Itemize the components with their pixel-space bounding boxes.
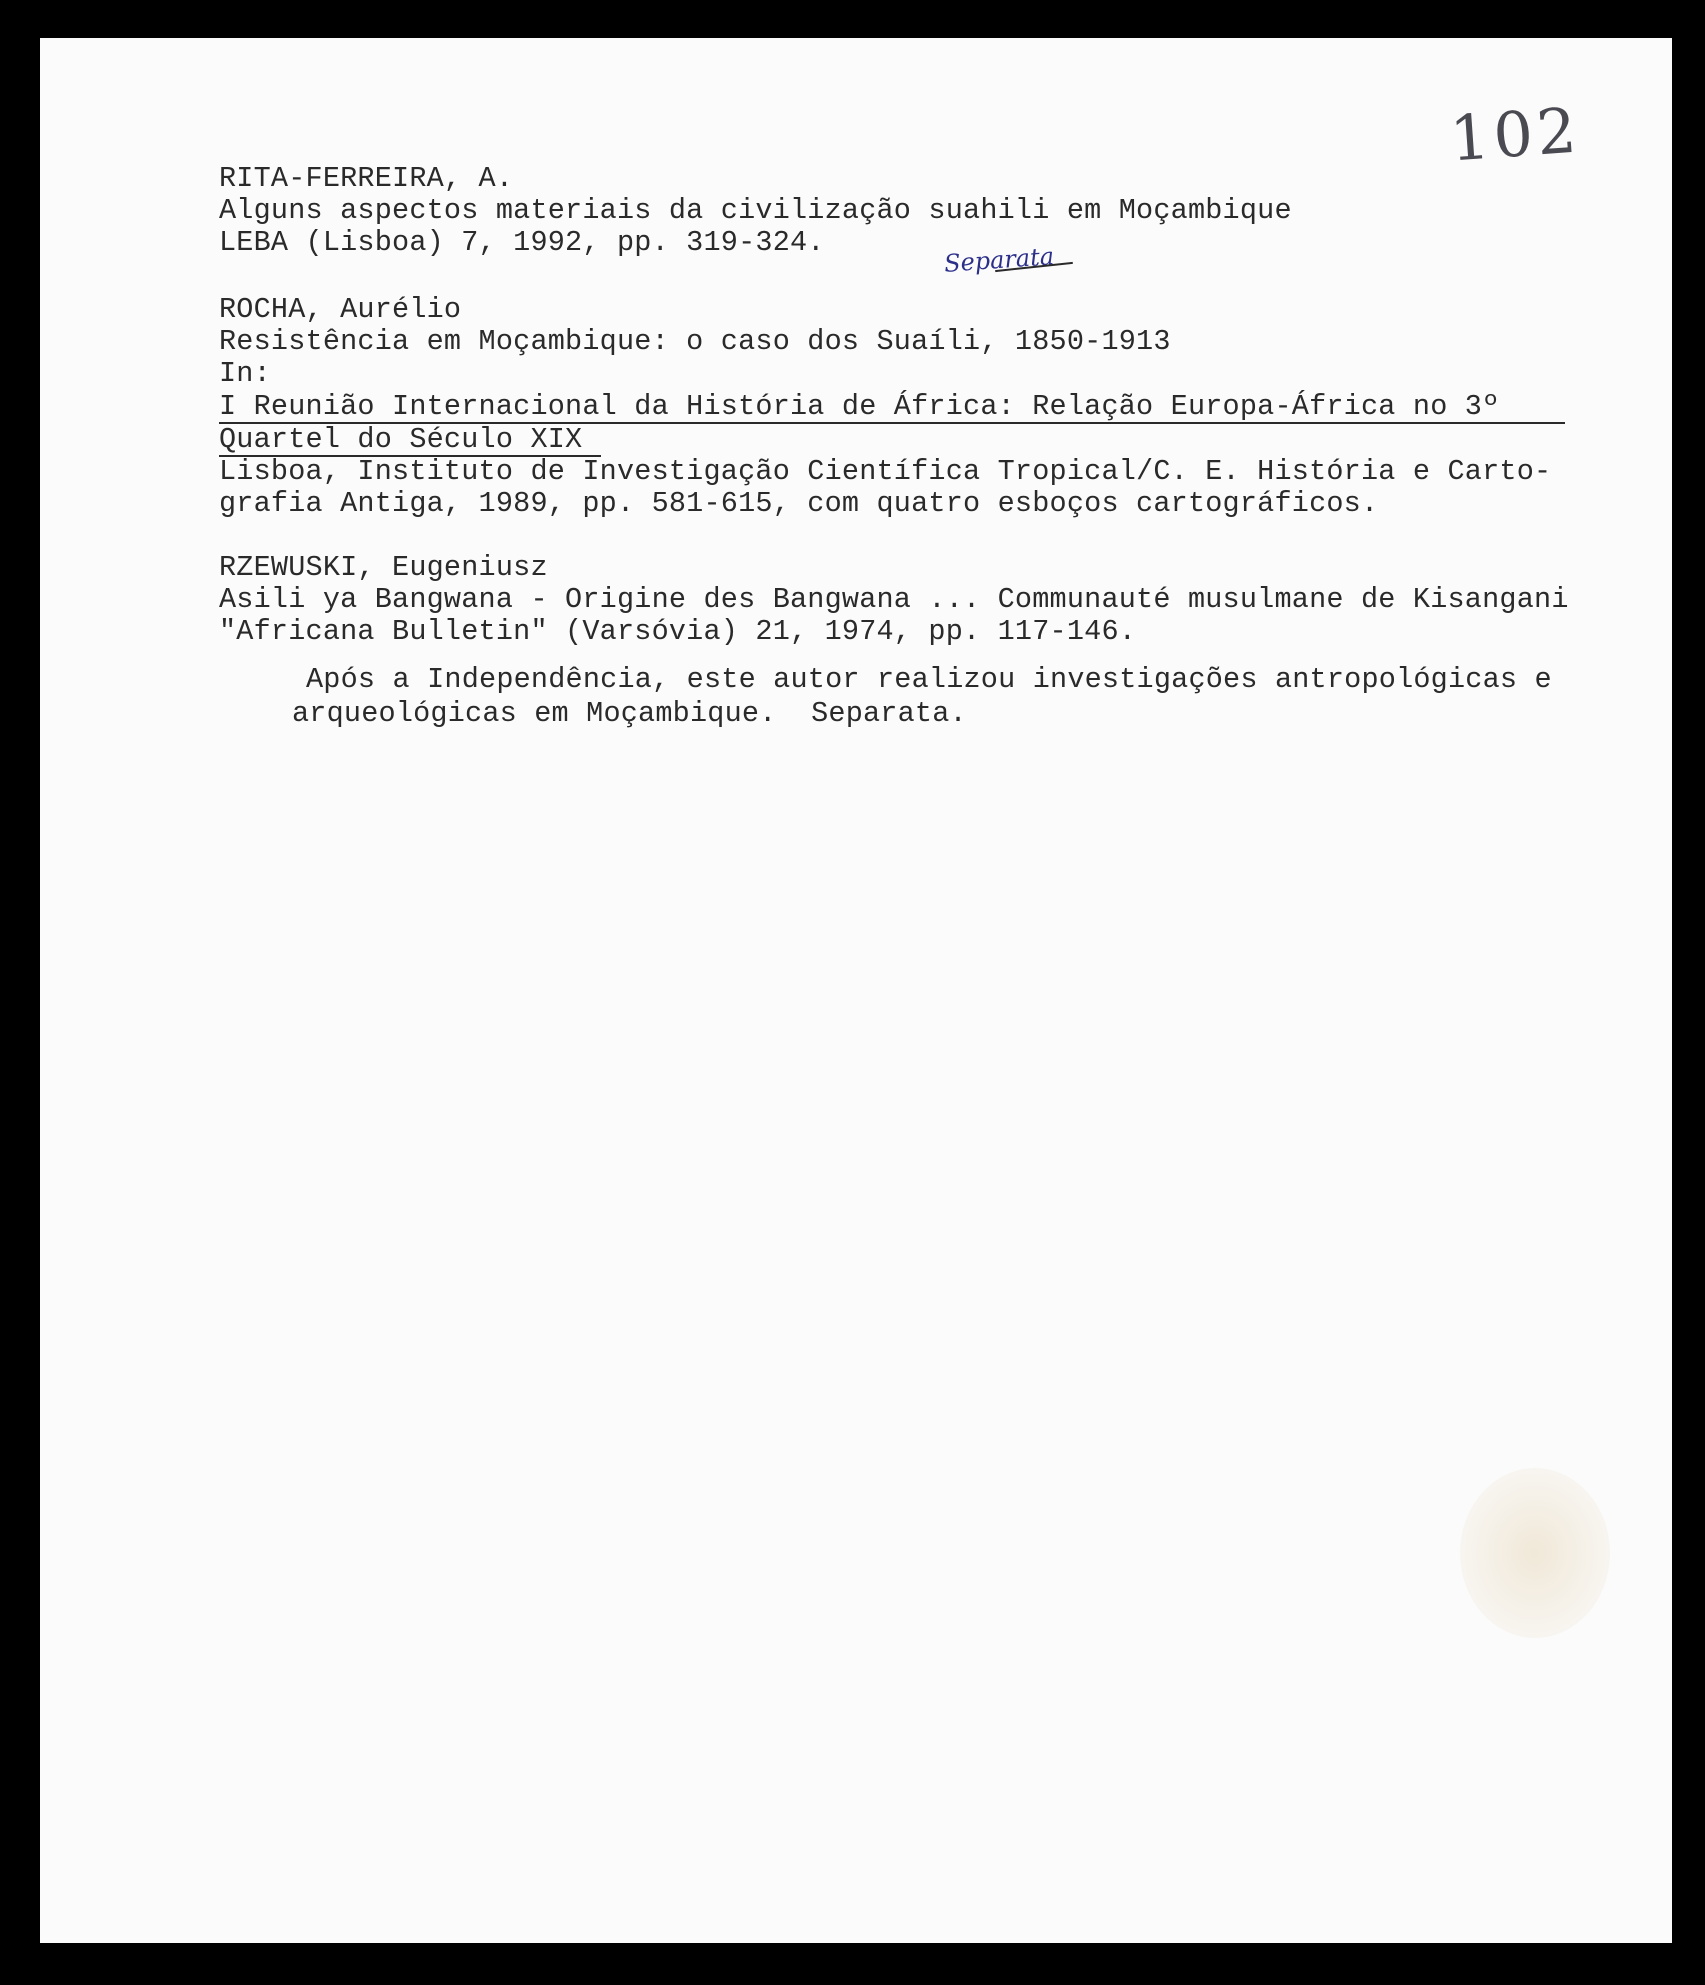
- entry-title: Alguns aspectos materiais da civilização suahili em Moçambique: [219, 194, 1292, 227]
- entry-title: Resistência em Moçambique: o caso dos Suaíli, 1850-1913: [219, 325, 1171, 358]
- entry-publication: "Africana Bulletin" (Varsóvia) 21, 1974, pp. 117-146.: [219, 615, 1137, 648]
- entry-title: Asili ya Bangwana - Origine des Bangwana ... Communauté musulmane de Kisangani: [219, 583, 1569, 616]
- entry-author: RITA-FERREIRA, A.: [219, 162, 514, 195]
- entry-publisher: Lisboa, Instituto de Investigação Científica Tropical/C. E. História e Carto-: [219, 455, 1552, 488]
- handwritten-page-number: 102: [1447, 93, 1583, 176]
- entry-publication: LEBA (Lisboa) 7, 1992, pp. 319-324.: [219, 226, 825, 259]
- entry-publisher: grafia Antiga, 1989, pp. 581-615, com quatro esboços cartográficos.: [219, 487, 1379, 520]
- entry-book-title: Quartel do Século XIX: [219, 423, 583, 456]
- entry-note: Após a Independência, este autor realizou investigações antropológicas e: [306, 663, 1552, 696]
- entry-note: arqueológicas em Moçambique. Separata.: [292, 697, 967, 730]
- entry-in-label: In:: [219, 357, 271, 390]
- entry-book-title: I Reunião Internacional da História de África: Relação Europa-África no 3º: [219, 390, 1500, 423]
- entry-author: RZEWUSKI, Eugeniusz: [219, 551, 548, 584]
- document-page: [40, 38, 1672, 1943]
- paper-stain: [1460, 1468, 1610, 1638]
- handwritten-note: Separata: [943, 242, 1055, 278]
- entry-author: ROCHA, Aurélio: [219, 293, 462, 326]
